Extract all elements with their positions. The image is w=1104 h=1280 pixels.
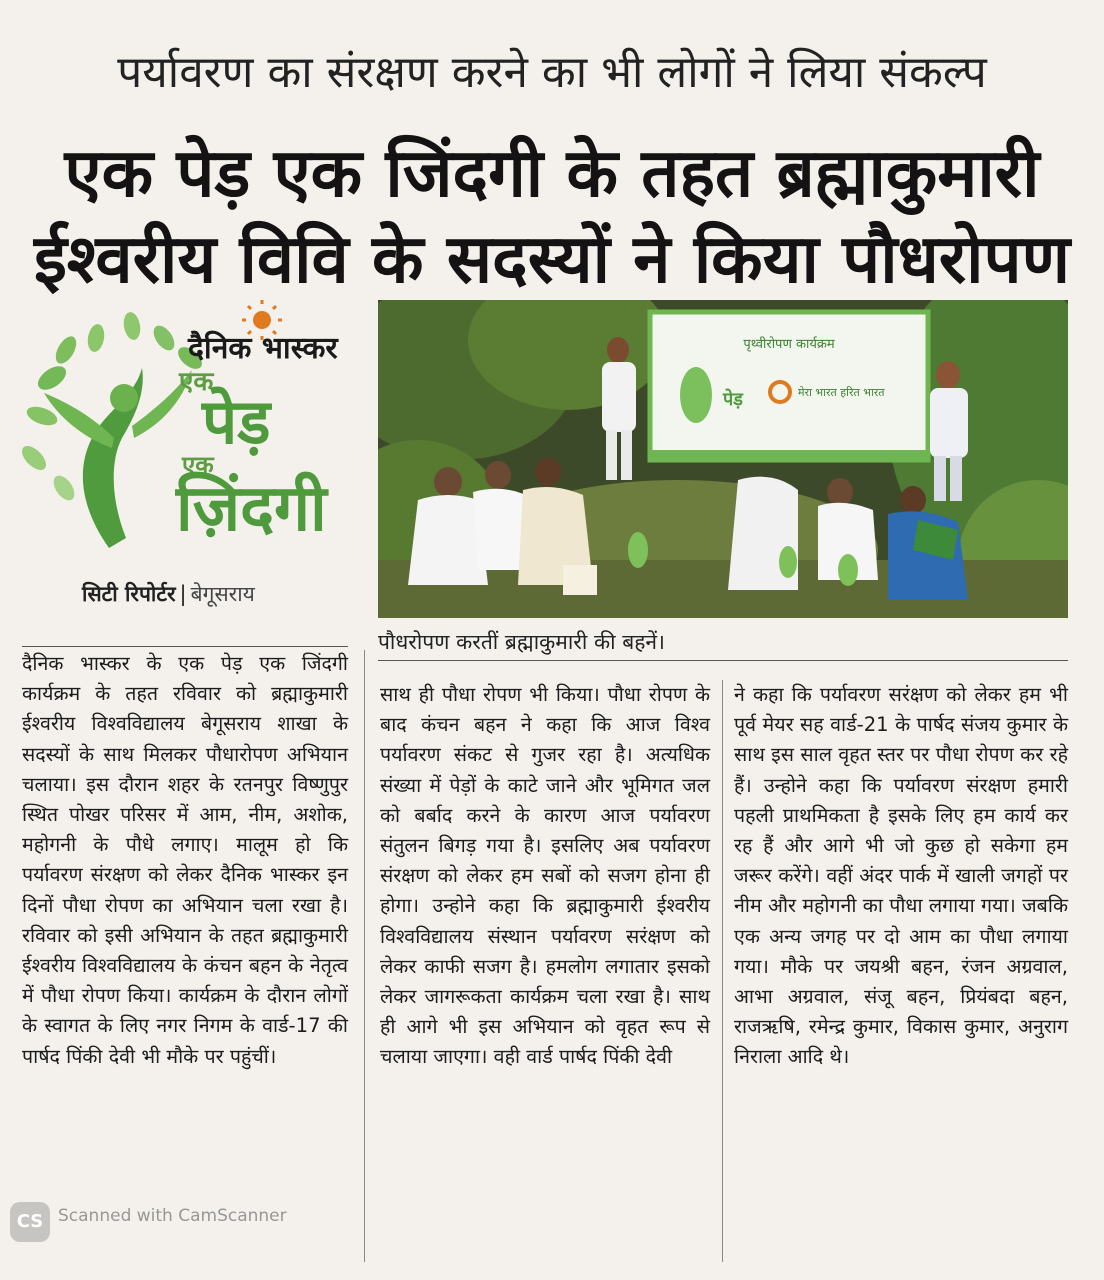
- article-column-3: [734, 680, 1068, 1073]
- byline-reporter: सिटी रिपोर्टर: [82, 582, 176, 606]
- article-paragraph-1: दैनिक भास्कर के एक पेड़ एक जिंदगी कार्यक्रम के तहत रविवार को ब्रह्माकुमारी ईश्वरीय विश्वविद्यालय बेगूसराय शाखा के सदस्यों के साथ मिलकर पौधारोपण अभियान चलाया। इस दौरान शहर के रतनपुर विष्णुपुर स्थित पोखर परिसर में आम, नीम, अशोक, महोगनी के पौधे लगाए। मालूम हो कि पर्यावरण संरक्षण को लेकर दैनिक भास्कर इन दिनों पौधा रोपण का अभियान चला रखा है। रविवार को इसी अभियान के तहत ब्रह्माकुमारी ईश्वरीय विश्वविद्यालय के कंचन बहन के नेतृत्व में पौधा रोपण किया। कार्यक्रम के दौरान लोगों के स्वागत के लिए नगर निगम के वार्ड-17 की पार्षद पिंकी देवी भी मौके पर पहुंचीं।: [22, 652, 348, 1068]
- campaign-logo: [14, 298, 364, 570]
- article-paragraph-2: साथ ही पौधा रोपण भी किया। पौधा रोपण के बाद कंचन बहन ने कहा कि आज विश्व पर्यावरण संकट से गुजर रहा है। अत्यधिक संख्या में पेड़ों के काटे जाने और भूमिगत जल को बर्बाद करने के कारण आज पर्यावरण संतुलन बिगड़ गया है। इसलिए अब पर्यावरण संरक्षण को लेकर हम सबों को सजग होना ही होगा। उन्होने कहा कि ब्रह्माकुमारी ईश्वरीय विश्वविद्यालय संस्थान पर्यावरण सरंक्षण को लेकर काफी सजग है। हमलोग लगातार इसको लेकर जागरूकता कार्यक्रम चला रखा है। साथ ही आगे भी इस अभियान को वृहत रूप से चलाया जाएगा। वही वार्ड पार्षद पिंकी देवी: [380, 683, 710, 1069]
- news-photo: [378, 300, 1068, 618]
- logo-word-3: एक: [182, 451, 214, 479]
- article-headline: [14, 130, 1090, 302]
- banner-title: पृथ्वीरोपण कार्यक्रम: [743, 337, 835, 352]
- logo-word-2: पेड़: [202, 385, 271, 458]
- event-banner: [650, 312, 928, 460]
- banner-logo-text: पेड़: [723, 389, 743, 410]
- plantation-photo-illustration: [378, 300, 1068, 618]
- logo-brand-text: दैनिक भास्कर: [188, 331, 338, 366]
- camscanner-watermark-text: Scanned with CamScanner: [58, 1206, 287, 1226]
- byline: [82, 578, 255, 610]
- banner-slogan: मेरा भारत हरित भारत: [798, 386, 885, 399]
- article-column-2: [380, 680, 710, 1073]
- article-kicker: पर्यावरण का संरक्षण करने का भी लोगों ने लिया संकल्प: [117, 47, 987, 98]
- byline-place: बेगूसराय: [190, 582, 255, 606]
- camscanner-watermark-badge: CS: [10, 1202, 50, 1242]
- article-column-1: [22, 646, 348, 1072]
- photo-caption: पौधरोपण करतीं ब्रह्माकुमारी की बहनें।: [378, 624, 1068, 661]
- headline-line-1: एक पेड़ एक जिंदगी के तहत ब्रह्माकुमारी: [64, 134, 1040, 212]
- column-divider-1: [364, 650, 365, 1262]
- logo-word-1: एक: [179, 367, 214, 397]
- byline-separator: |: [179, 582, 187, 606]
- logo-word-4: ज़िंदगी: [176, 472, 327, 546]
- headline-line-2: ईश्वरीय विवि के सदस्यों ने किया पौधरोपण: [33, 220, 1071, 298]
- campaign-logo-graphic: [14, 298, 364, 570]
- article-paragraph-3: ने कहा कि पर्यावरण सरंक्षण को लेकर हम भी पूर्व मेयर सह वार्ड-21 के पार्षद संजय कुमार के साथ इस साल वृहत स्तर पर पौधा रोपण कर रहे हैं। उन्होने कहा कि पर्यावरण संरक्षण हमारी पहली प्राथमिकता है इसके लिए हम कार्य कर रह हैं और आगे भी जो कुछ हो सकेगा हम जरूर करेंगे। वहीं अंदर पार्क में खाली जगहों पर नीम और महोगनी का पौधा लगाया गया। जबकि एक अन्य जगह पर दो आम का पौधा लगाया गया। मौके पर जयश्री बहन, रंजन अग्रवाल, आभा अग्रवाल, संजू बहन, प्रियंबदा बहन, राजऋषि, रमेन्द्र कुमार, विकास कुमार, अनुराग निराला आदि थे।: [734, 683, 1068, 1069]
- column-divider-2: [722, 680, 723, 1262]
